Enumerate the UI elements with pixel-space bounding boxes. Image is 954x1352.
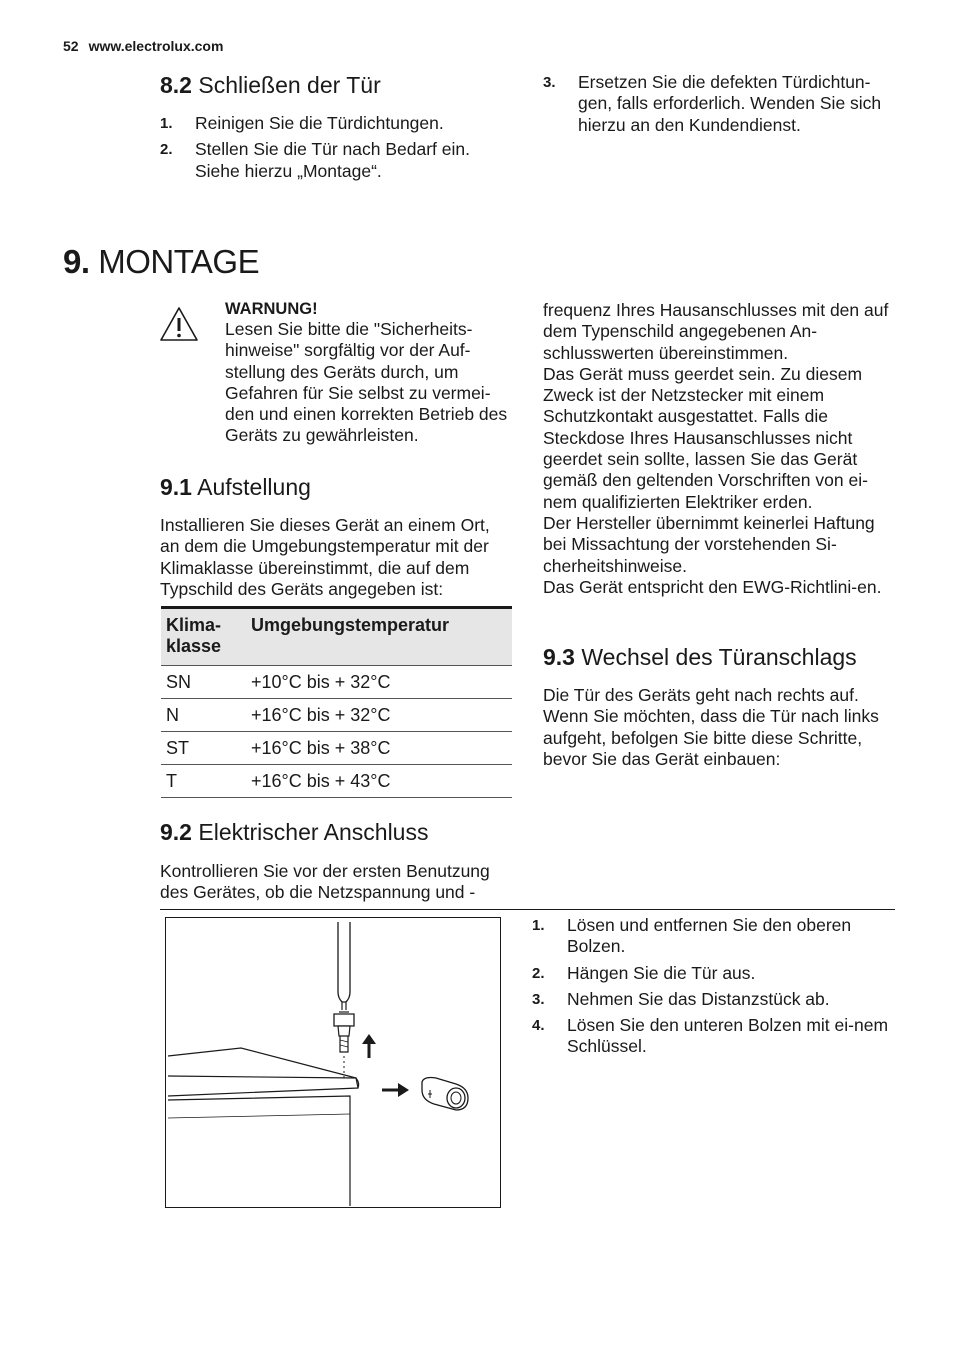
list-item — [532, 915, 897, 958]
section-9-2-text-left: Kontrollieren Sie vor der ersten Benutzung des Gerätes, ob die Netzspannung und - — [160, 861, 490, 903]
section-9-3-text: Die Tür des Geräts geht nach rechts auf. Wenn Sie möchten, dass die Tür nach links aufgeht, befolgen Sie bitte diese Schritte, bevor Sie das Gerät einbauen: — [543, 685, 879, 769]
table-cell: ST — [161, 732, 246, 765]
step-number: 4. — [532, 1017, 545, 1035]
section-number: 9.3 — [543, 644, 575, 670]
section-title: Wechsel des Türanschlags — [581, 644, 857, 670]
climate-class-table — [161, 606, 512, 798]
page-number: 52 — [63, 38, 79, 54]
section-9-2-heading — [160, 819, 428, 847]
divider — [160, 909, 895, 910]
close-door-steps-cont — [543, 72, 898, 141]
warning-text: Lesen Sie bitte die "Sicherheits-hinweise" sorgfältig vor der Auf-stellung des Geräts durch, um Gefahren für Sie selbst zu vermei-den und einen korrekten Betrieb des Geräts zu gewährleisten. — [225, 319, 508, 446]
section-number: 8.2 — [160, 72, 192, 98]
section-number: 9.1 — [160, 474, 192, 500]
section-8-2-heading — [160, 72, 381, 100]
table-header-row — [161, 608, 512, 666]
table-cell: +16°C bis + 38°C — [246, 732, 512, 765]
column-header: Klima-klasse — [161, 608, 246, 666]
close-door-steps — [160, 113, 500, 187]
chapter-title: MONTAGE — [98, 243, 260, 280]
step-number: 3. — [532, 990, 545, 1008]
table-cell: SN — [161, 666, 246, 699]
list-item — [532, 1015, 897, 1058]
step-number: 3. — [543, 74, 556, 91]
warning-title: WARNUNG! — [225, 300, 318, 318]
table-row — [161, 732, 512, 765]
door-reversal-steps — [532, 915, 897, 1063]
list-item — [532, 963, 897, 984]
table-cell: +16°C bis + 32°C — [246, 699, 512, 732]
electrical-text-1: frequenz Ihres Hausanschlusses mit den auf dem Typenschild angegebenen An-schlusswerten übereinstimmen. — [543, 300, 889, 363]
step-text: Ersetzen Sie die defekten Türdichtun-gen, falls erforderlich. Wenden Sie sich hierzu an den Kundendienst. — [578, 72, 882, 135]
section-title: Elektrischer Anschluss — [198, 819, 429, 845]
warning-icon — [159, 306, 199, 342]
table-cell: N — [161, 699, 246, 732]
site-url: www.electrolux.com — [88, 38, 224, 54]
step-number: 1. — [160, 115, 173, 132]
chapter-9-heading — [63, 242, 259, 282]
step-text: Lösen Sie den unteren Bolzen mit ei-nem Schlüssel. — [567, 1015, 889, 1057]
list-item — [160, 139, 500, 182]
step-number: 2. — [160, 141, 173, 159]
step-text: Stellen Sie die Tür nach Bedarf ein. Siehe hierzu „Montage“. — [195, 139, 470, 181]
table-cell: +10°C bis + 32°C — [246, 666, 512, 699]
section-9-3-heading — [543, 644, 857, 672]
column-header: Umgebungstemperatur — [246, 608, 512, 666]
table-row — [161, 699, 512, 732]
table-row — [161, 765, 512, 798]
list-item — [160, 113, 500, 134]
table-cell: +16°C bis + 43°C — [246, 765, 512, 798]
electrical-text-4: Das Gerät entspricht den EWG-Richtlini-en. — [543, 576, 882, 597]
section-title: Schließen der Tür — [198, 72, 381, 98]
step-text: Lösen und entfernen Sie den oberen Bolzen. — [567, 915, 852, 957]
step-number: 1. — [532, 917, 545, 934]
door-hinge-illustration — [165, 917, 501, 1208]
warning-box — [225, 300, 510, 447]
table-row — [161, 666, 512, 699]
list-item — [532, 989, 897, 1010]
step-number: 2. — [532, 964, 545, 982]
section-title: Aufstellung — [197, 474, 311, 500]
electrical-text-3: Der Hersteller übernimmt keinerlei Haftung bei Missachtung der vorstehenden Si-cherheitshinweise. — [543, 512, 875, 576]
table-cell: T — [161, 765, 246, 798]
step-text: Hängen Sie die Tür aus. — [567, 962, 756, 983]
right-column-text — [543, 300, 898, 598]
section-9-1-heading — [160, 474, 311, 502]
section-9-1-text: Installieren Sie dieses Gerät an einem Ort, an dem die Umgebungstemperatur mit der Klimaklasse übereinstimmt, die auf dem Typschild des Geräts angegeben ist: — [160, 515, 490, 599]
chapter-number: 9. — [63, 243, 90, 280]
step-text: Reinigen Sie die Türdichtungen. — [195, 113, 444, 133]
section-number: 9.2 — [160, 819, 192, 845]
list-item — [543, 72, 898, 136]
electrical-text-2: Das Gerät muss geerdet sein. Zu diesem Zweck ist der Netzstecker mit einem Schutzkontakt ausgestattet. Falls die Steckdose Ihres Hausanschlusses nicht geerdet sein sollte, lassen Sie das Gerät gemäß den geltenden Vorschriften von ei-nem qualifizierten Elektriker erden. — [543, 363, 868, 512]
page-header — [63, 38, 223, 54]
step-text: Nehmen Sie das Distanzstück ab. — [567, 988, 830, 1009]
